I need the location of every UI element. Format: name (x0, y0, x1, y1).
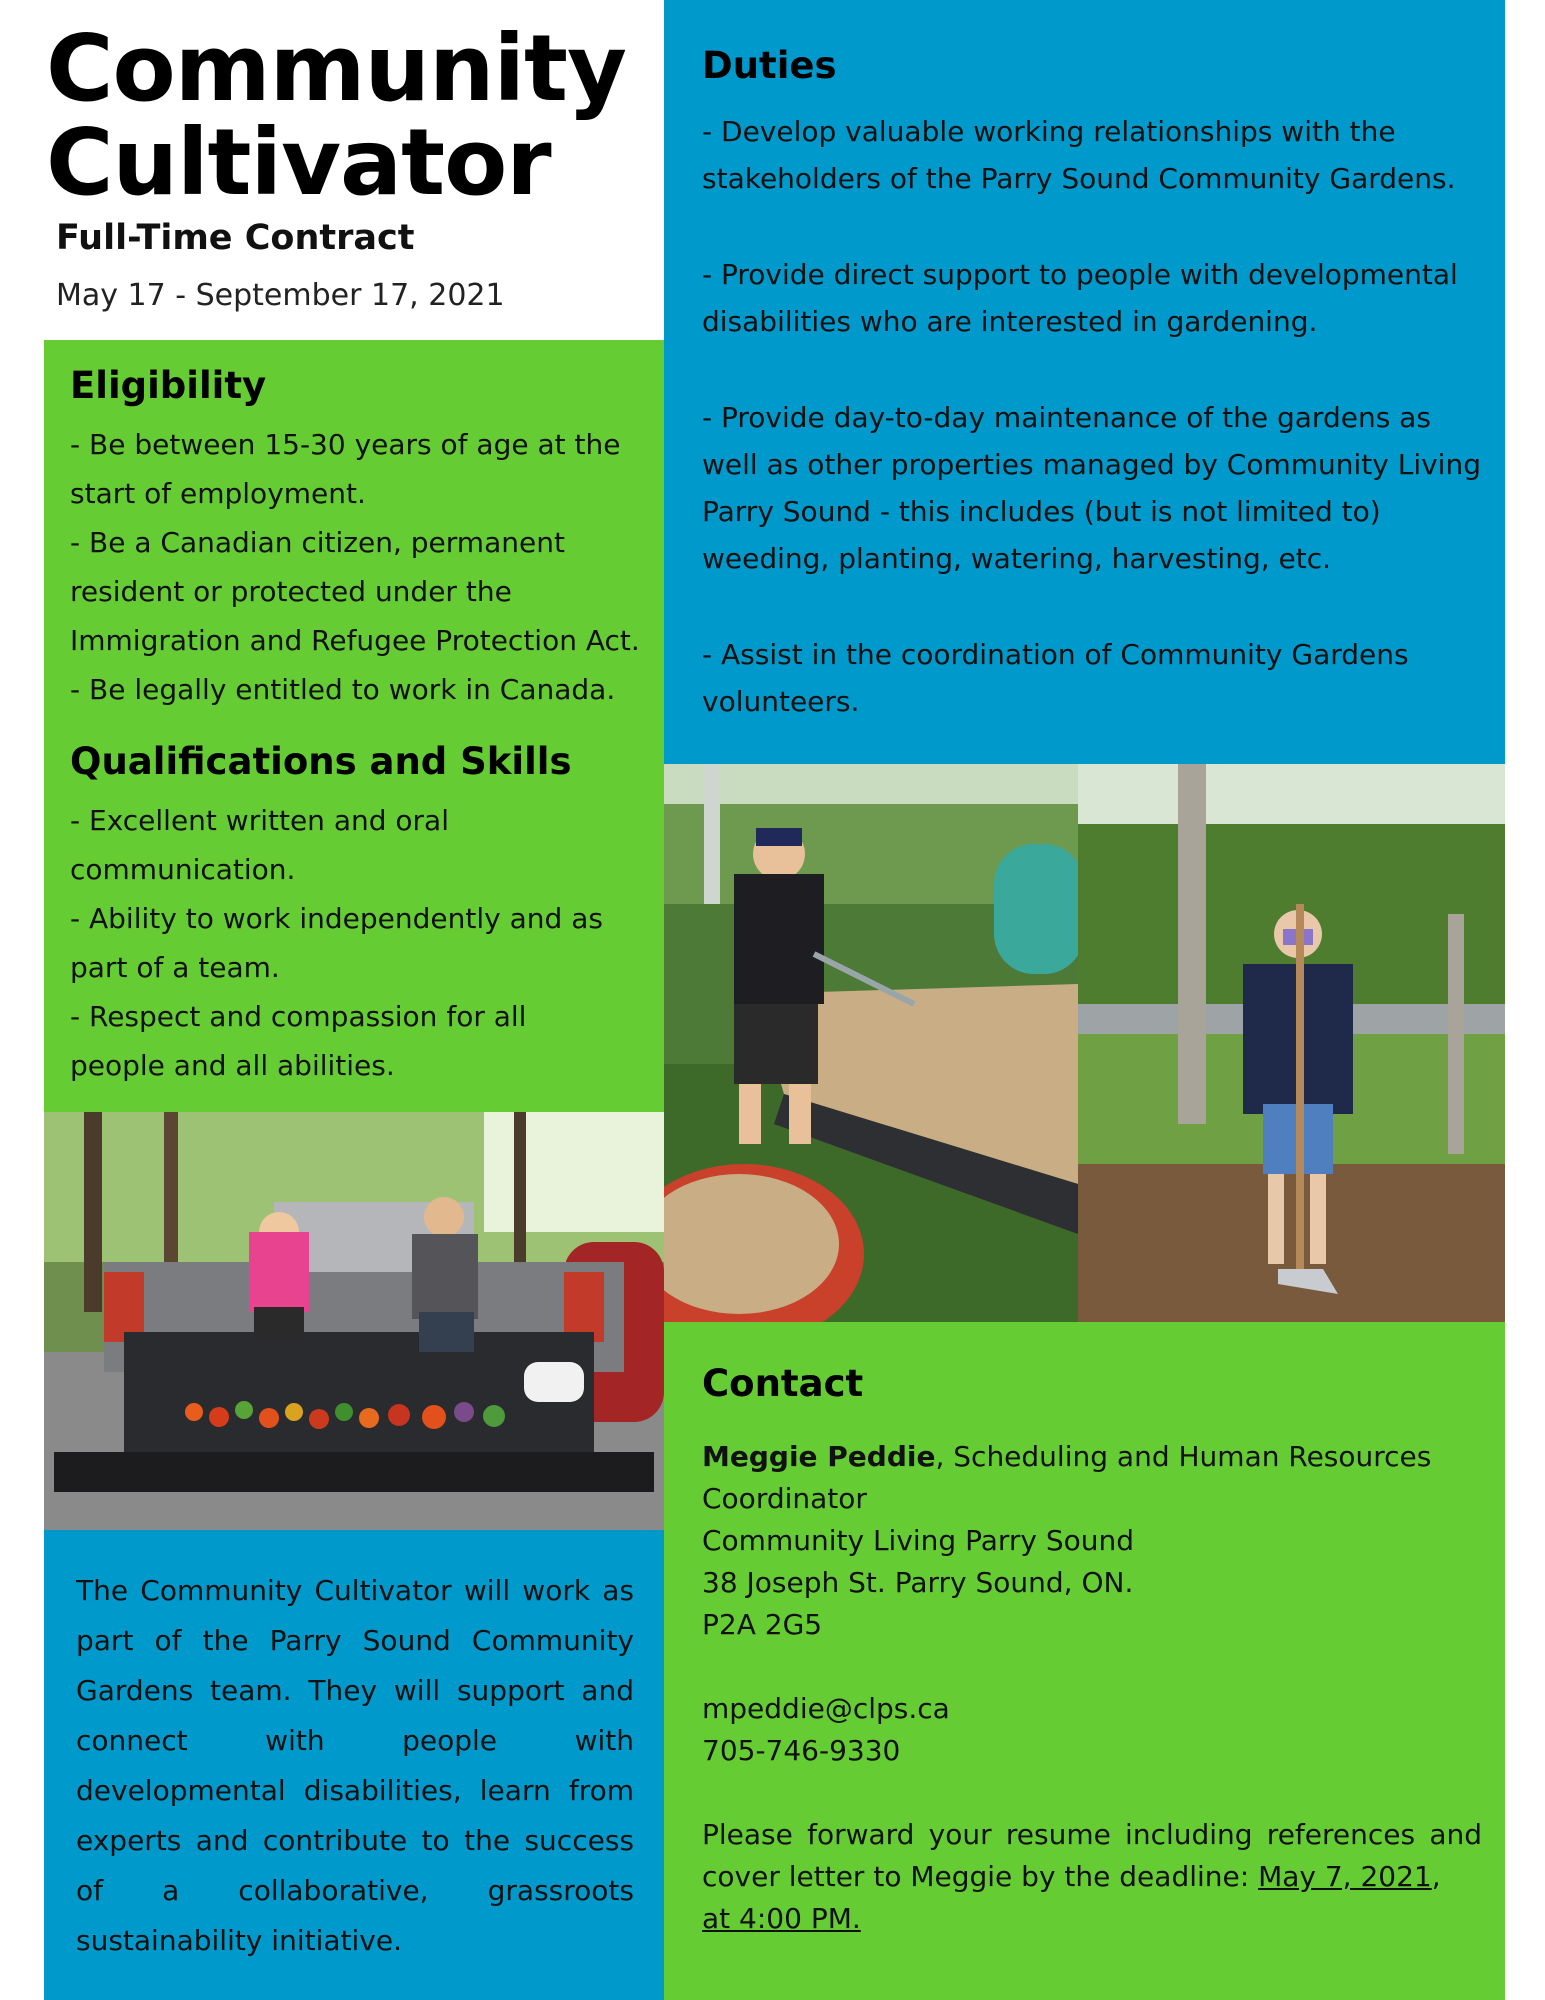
contact-role: , Scheduling and Human Resources Coordinator (702, 1440, 1432, 1515)
garden-hoe-photo (1078, 764, 1505, 1322)
instructions-text: Please forward your resume including references and cover letter to Meggie by the deadline: (702, 1818, 1482, 1893)
duties-panel (664, 0, 1505, 764)
contact-spacer (702, 1646, 1482, 1688)
duty-item: - Develop valuable working relationships with the stakeholders of the Parry Sound Community Gardens. (702, 115, 1456, 195)
summary-text: The Community Cultivator will work as part of the Parry Sound Community Gardens team. They will support and connect with people with developmental disabilities, learn from experts and contribute to the success of a collaborative, grassroots sustainability initiative. (76, 1574, 634, 1957)
contact-email[interactable]: mpeddie@clps.ca (702, 1692, 950, 1725)
duty-item: - Provide direct support to people with developmental disabilities who are interested in gardening. (702, 258, 1458, 338)
contact-phone[interactable]: 705-746-9330 (702, 1734, 901, 1767)
deadline-date: May 7, 2021 (1258, 1860, 1432, 1893)
duties-heading: Duties (702, 44, 837, 87)
contact-name: Meggie Peddie (702, 1440, 936, 1473)
contact-spacer (702, 1772, 1482, 1814)
qualification-item: - Respect and compassion for all people and all abilities. (70, 1000, 527, 1082)
deadline-time: at 4:00 PM. (702, 1902, 861, 1935)
eligibility-item: - Be legally entitled to work in Canada. (70, 673, 616, 706)
contact-heading: Contact (702, 1362, 864, 1405)
eligibility-item: - Be between 15-30 years of age at the start of employment. (70, 428, 621, 510)
duties-list (702, 108, 1482, 774)
contact-panel (664, 1322, 1505, 2000)
qualification-item: - Ability to work independently and as part of a team. (70, 902, 603, 984)
contact-address-line2: P2A 2G5 (702, 1608, 823, 1641)
contact-org: Community Living Parry Sound (702, 1524, 1135, 1557)
application-instructions (702, 1814, 1482, 1940)
contract-dates: May 17 - September 17, 2021 (56, 278, 505, 313)
qualifications-list (70, 796, 630, 1090)
eligibility-item: - Be a Canadian citizen, permanent resident or protected under the Immigration and Refugee Protection Act. (70, 526, 640, 657)
contact-address-line1: 38 Joseph St. Parry Sound, ON. (702, 1566, 1134, 1599)
eligibility-panel (44, 340, 664, 1112)
eligibility-heading: Eligibility (70, 364, 267, 407)
qualification-item: - Excellent written and oral communication. (70, 804, 449, 886)
truck-harvest-photo (44, 1112, 664, 1530)
page-title (46, 15, 656, 216)
mulch-truck-photo (664, 764, 1078, 1322)
contract-type: Full-Time Contract (56, 218, 415, 258)
qualifications-heading: Qualifications and Skills (70, 740, 572, 783)
title-line-2: Cultivator (46, 109, 551, 216)
contact-details (702, 1436, 1482, 1940)
title-line-1: Community (46, 15, 626, 122)
eligibility-list (70, 420, 650, 714)
deadline-comma: , (1431, 1860, 1441, 1893)
duty-item: - Provide day-to-day maintenance of the gardens as well as other properties managed by Community Living Parry Sound - this includes (but is not limited to) weeding, planting, watering, harvesting, etc. (702, 401, 1481, 575)
duty-item: - Assist in the coordination of Community Gardens volunteers. (702, 638, 1409, 718)
contact-name-line (702, 1436, 1482, 1520)
